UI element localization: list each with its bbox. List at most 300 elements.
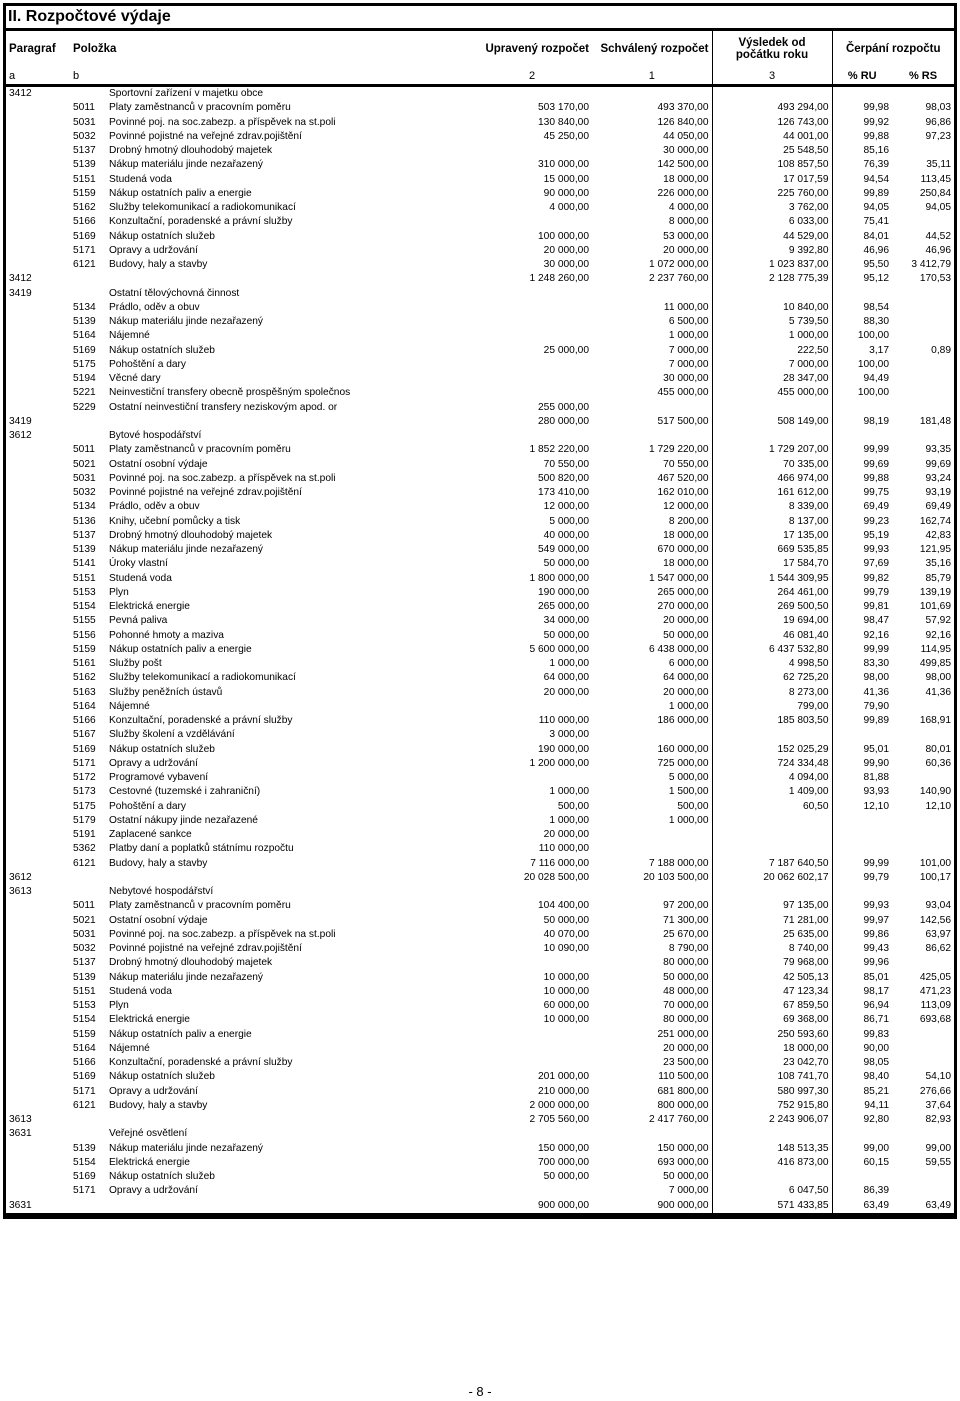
pct-rs-cell: 101,00 (919, 857, 951, 869)
schvaleny-cell: 48 000,00 (663, 985, 709, 997)
table-row (6, 287, 954, 301)
name-cell: Nákup ostatních služeb (109, 230, 215, 242)
pct-rs-cell: 96,86 (925, 116, 951, 128)
name-cell: Pohonné hmoty a maziva (109, 629, 224, 641)
paragraf-cell (6, 557, 70, 571)
pct-rs-cell: 693,68 (919, 1014, 951, 1026)
table-row (6, 586, 954, 600)
pct-rs-cell: 98,03 (925, 102, 951, 114)
header-col-2: 2 (472, 67, 592, 86)
upraveny-cell (472, 372, 592, 386)
name-cell: Služby školení a vzdělávání (109, 729, 235, 741)
paragraf-cell (6, 173, 70, 187)
paragraf-cell (6, 144, 70, 158)
paragraf-cell (6, 629, 70, 643)
name-cell: Opravy a udržování (109, 1185, 198, 1197)
schvaleny-cell: 50 000,00 (663, 1171, 709, 1183)
polozka-cell: 5169 (73, 230, 96, 242)
page-number: - 8 - (468, 1384, 492, 1399)
polozka-cell: 5172 (73, 772, 96, 784)
upraveny-cell: 900 000,00 (472, 1199, 592, 1215)
vysledek-cell: 18 000,00 (712, 1042, 832, 1056)
paragraf-cell: 3412 (9, 273, 32, 285)
pct-ru-cell: 85,01 (832, 971, 892, 985)
table-row (6, 771, 954, 785)
schvaleny-cell: 70 000,00 (663, 1000, 709, 1012)
header-col-a: a (6, 67, 70, 86)
polozka-cell: 5162 (73, 672, 96, 684)
pct-rs-cell: 85,79 (925, 572, 951, 584)
polozka-cell (70, 1127, 106, 1141)
vysledek-cell: 8 740,00 (712, 942, 832, 956)
schvaleny-cell: 1 000,00 (668, 700, 709, 712)
upraveny-cell: 201 000,00 (538, 1071, 589, 1083)
vysledek-cell: 44 001,00 (712, 130, 832, 144)
pct-rs-cell (892, 144, 954, 158)
name-cell: Konzultační, poradenské a právní služby (109, 715, 293, 727)
pct-rs-cell (892, 372, 954, 386)
paragraf-cell: 3419 (9, 287, 32, 299)
vysledek-cell: 222,50 (712, 344, 832, 358)
schvaleny-cell: 20 000,00 (663, 615, 709, 627)
pct-rs-cell: 121,95 (919, 544, 951, 556)
upraveny-cell (472, 301, 592, 315)
pct-rs-cell: 142,56 (919, 914, 951, 926)
upraveny-cell: 12 000,00 (543, 501, 589, 513)
pct-ru-cell: 99,93 (832, 543, 892, 557)
pct-rs-cell: 3 412,79 (911, 259, 951, 271)
vysledek-cell: 161 612,00 (712, 486, 832, 500)
table-row (6, 144, 954, 158)
name-cell: Nákup ostatních paliv a energie (109, 643, 252, 655)
vysledek-cell: 8 339,00 (712, 500, 832, 514)
name-cell: Povinné poj. na soc.zabezp. a příspěvek na st.poli (109, 116, 336, 128)
vysledek-cell: 6 047,50 (712, 1184, 832, 1198)
polozka-cell: 5159 (73, 187, 96, 199)
name-cell: Sportovní zařízení v majetku obce (109, 88, 264, 100)
upraveny-cell: 15 000,00 (543, 173, 589, 185)
vysledek-cell: 44 529,00 (712, 230, 832, 244)
header-pct-ru: % RU (832, 67, 892, 86)
schvaleny-cell: 11 000,00 (663, 301, 709, 313)
pct-rs-cell: 181,48 (919, 415, 951, 427)
paragraf-cell (6, 1070, 70, 1084)
pct-rs-cell: 46,96 (925, 244, 951, 256)
upraveny-cell: 549 000,00 (538, 544, 589, 556)
pct-rs-cell: 41,36 (925, 686, 951, 698)
vysledek-cell: 6 033,00 (712, 215, 832, 229)
pct-ru-cell: 99,88 (832, 472, 892, 486)
polozka-cell: 5151 (73, 173, 96, 185)
pct-ru-cell: 92,80 (832, 1113, 892, 1127)
pct-rs-cell: 69,49 (925, 501, 951, 513)
header-vysledek-line2: počátku roku (735, 49, 809, 61)
pct-ru-cell: 99,43 (832, 942, 892, 956)
paragraf-cell (6, 401, 70, 415)
upraveny-cell: 90 000,00 (543, 187, 589, 199)
schvaleny-cell: 681 800,00 (657, 1085, 709, 1097)
vysledek-cell: 19 694,00 (712, 614, 832, 628)
vysledek-cell: 17 584,70 (712, 557, 832, 571)
paragraf-cell (6, 1042, 70, 1056)
paragraf-cell (6, 230, 70, 244)
pct-ru-cell: 98,00 (832, 671, 892, 685)
vysledek-cell (712, 429, 832, 443)
polozka-cell: 6121 (73, 259, 96, 271)
paragraf-cell (6, 515, 70, 529)
schvaleny-cell: 517 500,00 (657, 415, 709, 427)
upraveny-cell: 173 410,00 (538, 487, 589, 499)
name-cell: Plyn (109, 1000, 129, 1012)
name-cell: Pevná paliva (109, 615, 168, 627)
pct-ru-cell (832, 828, 892, 842)
polozka-cell: 5032 (73, 487, 96, 499)
schvaleny-cell: 18 000,00 (663, 529, 709, 541)
schvaleny-cell (592, 86, 712, 102)
table-row (6, 942, 954, 956)
pct-rs-cell: 59,55 (925, 1156, 951, 1168)
pct-ru-cell (832, 86, 892, 102)
vysledek-cell: 47 123,34 (712, 985, 832, 999)
schvaleny-cell: 20 000,00 (663, 1042, 709, 1054)
pct-ru-cell: 99,86 (832, 928, 892, 942)
pct-ru-cell: 99,82 (832, 572, 892, 586)
paragraf-cell (6, 1156, 70, 1170)
pct-ru-cell: 100,00 (832, 386, 892, 400)
name-cell (106, 871, 472, 885)
vysledek-cell: 70 335,00 (712, 458, 832, 472)
paragraf-cell (6, 771, 70, 785)
polozka-cell: 5194 (73, 373, 96, 385)
pct-ru-cell: 94,54 (832, 173, 892, 187)
vysledek-cell: 269 500,50 (712, 600, 832, 614)
pct-rs-cell: 86,62 (925, 943, 951, 955)
schvaleny-cell: 6 000,00 (668, 658, 709, 670)
upraveny-cell: 1 000,00 (549, 814, 589, 826)
pct-ru-cell: 99,75 (832, 486, 892, 500)
schvaleny-cell: 7 000,00 (668, 1185, 709, 1197)
schvaleny-cell: 162 010,00 (657, 487, 709, 499)
upraveny-cell: 255 000,00 (538, 401, 589, 413)
upraveny-cell: 10 000,00 (543, 1014, 589, 1026)
pct-ru-cell: 90,00 (832, 1042, 892, 1056)
pct-rs-cell (892, 956, 954, 970)
polozka-cell: 6121 (73, 1099, 96, 1111)
paragraf-cell (6, 329, 70, 343)
vysledek-cell: 79 968,00 (712, 956, 832, 970)
table-row (6, 258, 954, 272)
vysledek-cell: 126 743,00 (712, 116, 832, 130)
table-row (6, 415, 954, 429)
table-row (6, 173, 954, 187)
name-cell: Ostatní tělovýchovná činnost (109, 287, 240, 299)
vysledek-cell: 455 000,00 (712, 386, 832, 400)
table-row (6, 272, 954, 286)
pct-ru-cell: 99,99 (832, 443, 892, 457)
schvaleny-cell: 4 000,00 (668, 202, 709, 214)
polozka-cell: 5161 (73, 658, 96, 670)
pct-rs-cell: 114,95 (920, 643, 951, 655)
vysledek-cell: 23 042,70 (712, 1056, 832, 1070)
upraveny-cell (472, 885, 592, 899)
name-cell: Budovy, haly a stavby (109, 259, 208, 271)
polozka-cell (70, 287, 106, 301)
table-row (6, 1127, 954, 1141)
schvaleny-cell: 670 000,00 (657, 544, 709, 556)
pct-ru-cell: 63,49 (832, 1199, 892, 1215)
vysledek-cell: 17 135,00 (712, 529, 832, 543)
name-cell: Drobný hmotný dlouhodobý majetek (109, 529, 273, 541)
pct-ru-cell: 99,92 (832, 116, 892, 130)
upraveny-cell (472, 1184, 592, 1198)
name-cell: Opravy a udržování (109, 757, 198, 769)
pct-ru-cell: 96,94 (832, 999, 892, 1013)
paragraf-cell (6, 999, 70, 1013)
table-row (6, 1156, 954, 1170)
vysledek-cell: 5 739,50 (712, 315, 832, 329)
table-row (6, 230, 954, 244)
pct-rs-cell: 37,64 (925, 1099, 951, 1111)
upraveny-cell: 45 250,00 (543, 130, 589, 142)
schvaleny-cell: 71 300,00 (663, 914, 709, 926)
pct-rs-cell (892, 287, 954, 301)
schvaleny-cell (592, 842, 712, 856)
vysledek-cell: 4 094,00 (712, 771, 832, 785)
pct-ru-cell: 86,39 (832, 1184, 892, 1198)
upraveny-cell: 310 000,00 (538, 159, 589, 171)
table-row (6, 315, 954, 329)
schvaleny-cell: 6 438 000,00 (649, 643, 709, 655)
pct-rs-cell: 80,01 (925, 743, 951, 755)
table-row (6, 201, 954, 215)
table-row (6, 86, 954, 102)
polozka-cell (70, 885, 106, 899)
name-cell: Budovy, haly a stavby (109, 857, 208, 869)
name-cell: Nákup ostatních služeb (109, 344, 215, 356)
paragraf-cell (6, 116, 70, 130)
upraveny-cell: 110 000,00 (538, 715, 589, 727)
name-cell: Nákup materiálu jinde nezařazený (109, 159, 264, 171)
upraveny-cell: 150 000,00 (538, 1142, 589, 1154)
table-row (6, 714, 954, 728)
upraveny-cell: 1 852 220,00 (529, 444, 589, 456)
polozka-cell: 5139 (73, 971, 96, 983)
paragraf-cell (6, 743, 70, 757)
schvaleny-cell: 693 000,00 (657, 1156, 709, 1168)
pct-rs-cell (892, 1056, 954, 1070)
table-row (6, 116, 954, 130)
paragraf-cell (6, 956, 70, 970)
name-cell: Plyn (109, 586, 129, 598)
vysledek-cell (712, 885, 832, 899)
pct-ru-cell: 69,49 (832, 500, 892, 514)
table-row (6, 800, 954, 814)
pct-ru-cell: 99,69 (832, 458, 892, 472)
schvaleny-cell: 64 000,00 (663, 672, 709, 684)
name-cell: Úroky vlastní (109, 558, 168, 570)
schvaleny-cell: 53 000,00 (663, 230, 709, 242)
upraveny-cell (472, 1042, 592, 1056)
table-row (6, 1070, 954, 1084)
paragraf-cell (6, 472, 70, 486)
upraveny-cell: 104 400,00 (538, 900, 589, 912)
polozka-cell: 5153 (73, 586, 96, 598)
name-cell: Prádlo, oděv a obuv (109, 501, 200, 513)
upraveny-cell: 70 550,00 (543, 458, 589, 470)
vysledek-cell: 493 294,00 (712, 101, 832, 115)
upraveny-cell: 10 000,00 (543, 985, 589, 997)
pct-rs-cell: 35,11 (926, 159, 951, 171)
pct-ru-cell: 99,88 (832, 130, 892, 144)
name-cell: Studená voda (109, 173, 172, 185)
pct-rs-cell (892, 1170, 954, 1184)
schvaleny-cell: 5 000,00 (668, 772, 709, 784)
paragraf-cell (6, 600, 70, 614)
schvaleny-cell: 20 000,00 (663, 686, 709, 698)
name-cell: Budovy, haly a stavby (109, 1099, 208, 1111)
header-col-empty (106, 67, 472, 86)
pct-rs-cell: 93,35 (925, 444, 951, 456)
paragraf-cell (6, 1013, 70, 1027)
vysledek-cell: 108 741,70 (712, 1070, 832, 1084)
polozka-cell: 5137 (73, 957, 96, 969)
table-row (6, 572, 954, 586)
paragraf-cell (6, 971, 70, 985)
schvaleny-cell: 70 550,00 (663, 458, 709, 470)
header-pct-rs: % RS (892, 67, 954, 86)
upraveny-cell (472, 215, 592, 229)
pct-ru-cell: 81,88 (832, 771, 892, 785)
polozka-cell: 5171 (73, 757, 96, 769)
table-row (6, 885, 954, 899)
pct-ru-cell: 79,90 (832, 700, 892, 714)
name-cell: Ostatní nákupy jinde nezařazené (109, 814, 258, 826)
upraveny-cell (472, 700, 592, 714)
name-cell: Ostatní osobní výdaje (109, 914, 208, 926)
table-row (6, 956, 954, 970)
schvaleny-cell: 97 200,00 (663, 900, 709, 912)
paragraf-cell (6, 1056, 70, 1070)
pct-rs-cell (892, 215, 954, 229)
pct-ru-cell: 99,00 (832, 1142, 892, 1156)
vysledek-cell: 250 593,60 (712, 1028, 832, 1042)
paragraf-cell (6, 529, 70, 543)
pct-ru-cell: 95,50 (832, 258, 892, 272)
paragraf-cell (6, 671, 70, 685)
upraveny-cell: 210 000,00 (538, 1085, 589, 1097)
polozka-cell: 5169 (73, 743, 96, 755)
pct-rs-cell (892, 1028, 954, 1042)
upraveny-cell: 34 000,00 (543, 615, 589, 627)
vysledek-cell: 9 392,80 (712, 244, 832, 258)
paragraf-cell (6, 101, 70, 115)
upraveny-cell: 40 070,00 (543, 928, 589, 940)
vysledek-cell: 8 137,00 (712, 515, 832, 529)
pct-ru-cell: 94,11 (832, 1099, 892, 1113)
upraveny-cell: 1 000,00 (549, 658, 589, 670)
table-row (6, 857, 954, 871)
polozka-cell (70, 1199, 106, 1215)
upraveny-cell: 265 000,00 (538, 601, 589, 613)
pct-ru-cell: 95,19 (832, 529, 892, 543)
paragraf-cell (6, 828, 70, 842)
table-row (6, 1013, 954, 1027)
paragraf-cell (6, 700, 70, 714)
polozka-cell: 5011 (73, 900, 95, 912)
paragraf-cell (6, 201, 70, 215)
pct-rs-cell: 168,91 (919, 715, 951, 727)
paragraf-cell (6, 800, 70, 814)
table-row (6, 429, 954, 443)
polozka-cell: 5031 (73, 472, 96, 484)
pct-ru-cell: 99,83 (832, 1028, 892, 1042)
pct-ru-cell: 98,40 (832, 1070, 892, 1084)
vysledek-cell: 1 023 837,00 (712, 258, 832, 272)
name-cell: Povinné poj. na soc.zabezp. a příspěvek na st.poli (109, 472, 336, 484)
polozka-cell: 5139 (73, 544, 96, 556)
schvaleny-cell: 20 103 500,00 (643, 871, 709, 883)
paragraf-cell (6, 358, 70, 372)
schvaleny-cell: 1 072 000,00 (649, 259, 709, 271)
schvaleny-cell: 2 237 760,00 (649, 273, 709, 285)
schvaleny-cell: 50 000,00 (663, 629, 709, 641)
polozka-cell: 5137 (73, 145, 96, 157)
polozka-cell: 5171 (73, 1085, 96, 1097)
upraveny-cell: 503 170,00 (538, 102, 589, 114)
paragraf-cell (6, 187, 70, 201)
table-row (6, 828, 954, 842)
name-cell: Neinvestiční transfery obecně prospěšným společnos (109, 387, 351, 399)
header-col-3: 3 (712, 67, 832, 86)
polozka-cell: 5166 (73, 1057, 96, 1069)
table-row (6, 130, 954, 144)
upraveny-cell (472, 1028, 592, 1042)
pct-ru-cell (832, 429, 892, 443)
vysledek-cell: 466 974,00 (712, 472, 832, 486)
name-cell: Nájemné (109, 330, 150, 342)
table-row (6, 543, 954, 557)
vysledek-cell: 46 081,40 (712, 629, 832, 643)
vysledek-cell: 17 017,59 (712, 173, 832, 187)
upraveny-cell: 40 000,00 (543, 529, 589, 541)
name-cell: Zaplacené sankce (109, 829, 192, 841)
pct-rs-cell: 499,85 (919, 658, 951, 670)
pct-rs-cell (892, 828, 954, 842)
paragraf-cell (6, 686, 70, 700)
pct-rs-cell: 82,93 (925, 1114, 951, 1126)
name-cell: Knihy, učební pomůcky a tisk (109, 515, 241, 527)
polozka-cell: 5154 (73, 1014, 96, 1026)
name-cell: Ostatní osobní výdaje (109, 458, 208, 470)
table-row (6, 401, 954, 415)
pct-ru-cell: 95,12 (832, 272, 892, 286)
table-row (6, 1199, 954, 1215)
schvaleny-cell: 500,00 (677, 800, 709, 812)
pct-ru-cell (832, 885, 892, 899)
upraveny-cell: 50 000,00 (543, 914, 589, 926)
schvaleny-cell: 251 000,00 (657, 1028, 709, 1040)
vysledek-cell (712, 1127, 832, 1141)
vysledek-cell: 7 000,00 (712, 358, 832, 372)
name-cell: Nájemné (109, 1042, 150, 1054)
table-row (6, 785, 954, 799)
schvaleny-cell (592, 401, 712, 415)
name-cell: Cestovné (tuzemské i zahraniční) (109, 786, 261, 798)
upraveny-cell (472, 956, 592, 970)
pct-rs-cell (892, 86, 954, 102)
schvaleny-cell: 1 729 220,00 (649, 444, 709, 456)
table-row (6, 329, 954, 343)
